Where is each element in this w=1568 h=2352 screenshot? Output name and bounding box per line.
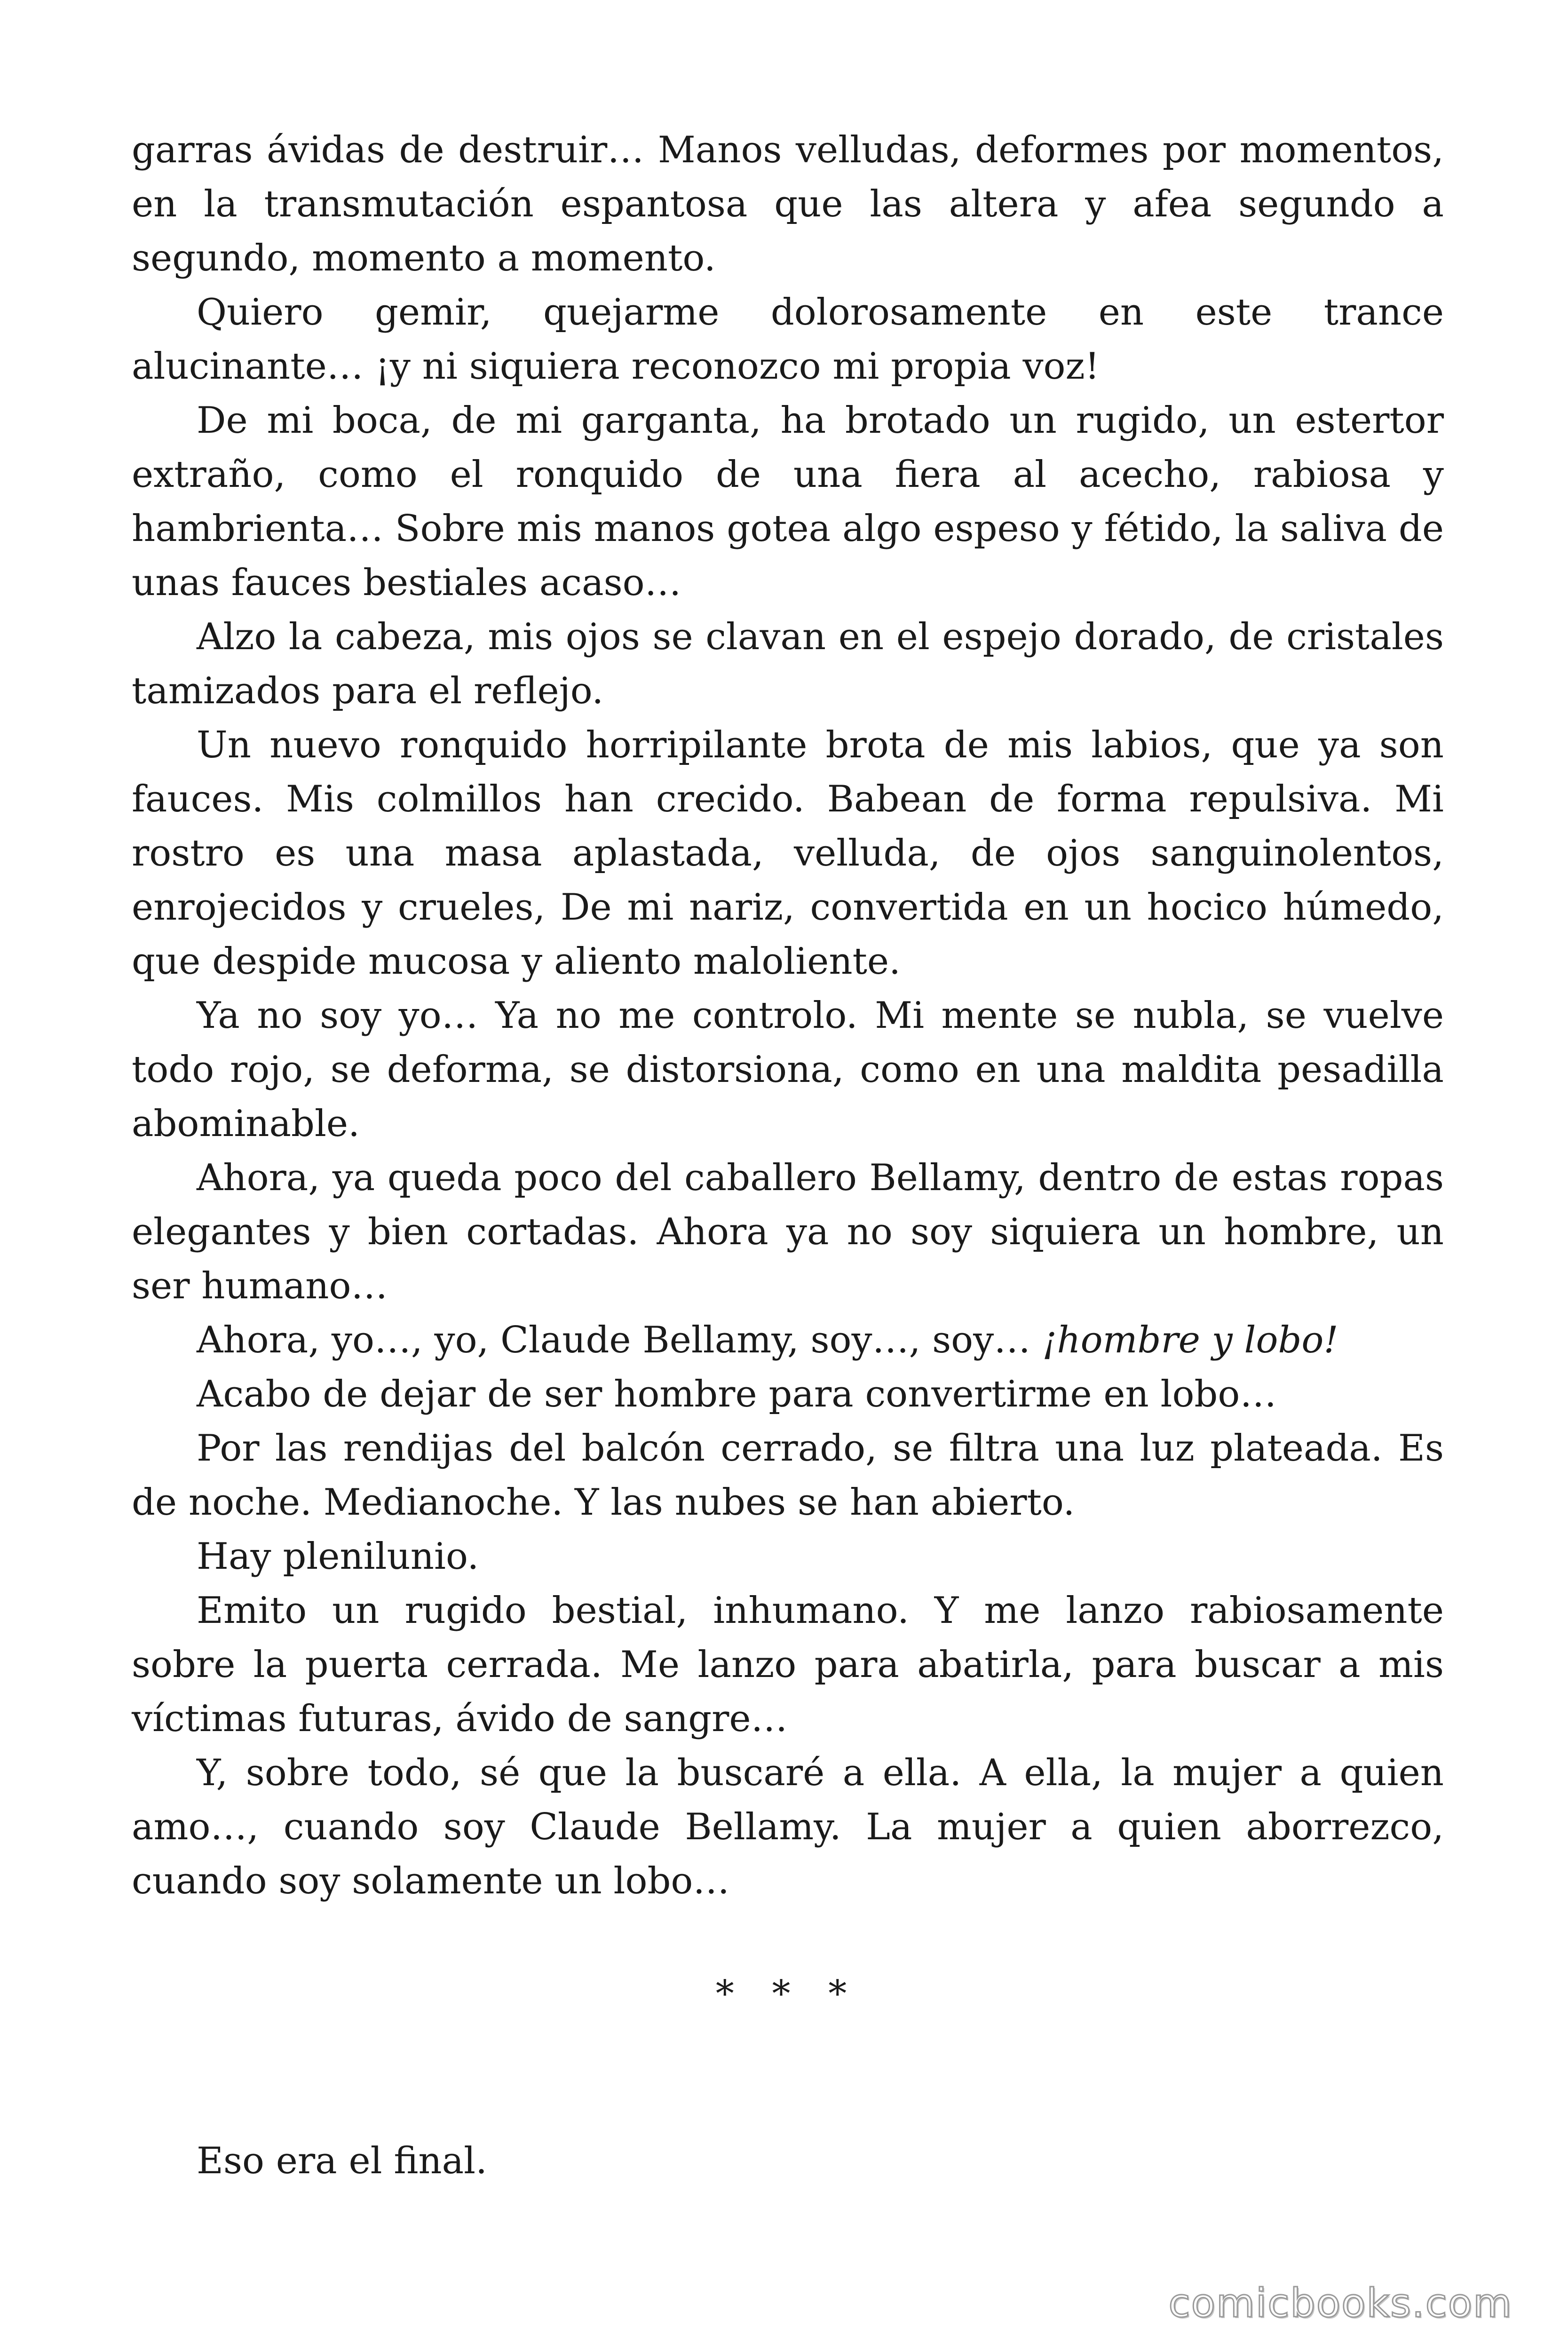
paragraph-8	[132, 1313, 1444, 1367]
paragraph-4: Alzo la cabeza, mis ojos se clavan en el espejo dorado, de cristales tamizados para el reflejo.	[132, 616, 1444, 712]
paragraph-6: Ya no soy yo… Ya no me controlo. Mi mente se nubla, se vuelve todo rojo, se deforma, se distorsiona, como en una maldita pesadilla abominable.	[132, 994, 1444, 1145]
paragraph-11: Hay plenilunio.	[197, 1535, 479, 1578]
ending-line: Eso era el final.	[197, 2140, 487, 2182]
paragraph-7: Ahora, ya queda poco del caballero Bellamy, dentro de estas ropas elegantes y bien cortadas. Ahora ya no soy siquiera un hombre, un ser humano…	[132, 1157, 1444, 1307]
paragraph-2: Quiero gemir, quejarme dolorosamente en este trance alucinante… ¡y ni siquiera reconozco mi propia voz!	[132, 291, 1444, 388]
watermark-logo: comicbooks.com	[1168, 2280, 1513, 2326]
paragraph-5: Un nuevo ronquido horripilante brota de mis labios, que ya son fauces. Mis colmillos han crecido. Babean de forma repulsiva. Mi rostro es una masa aplastada, velluda, de ojos sanguinolentos, enrojecidos y crueles, De mi nariz, convertida en un hocico húmedo, que despide mucosa y aliento maloliente.	[132, 724, 1444, 983]
paragraph-8-italic: ¡hombre y lobo!	[1042, 1319, 1338, 1361]
page-body	[132, 123, 1444, 2188]
paragraph-10: Por las rendijas del balcón cerrado, se filtra una luz plateada. Es de noche. Medianoche. Y las nubes se han abierto.	[132, 1427, 1444, 1524]
paragraph-12: Emito un rugido bestial, inhumano. Y me lanzo rabiosamente sobre la puerta cerrada. Me lanzo para abatirla, para buscar a mis víctimas futuras, ávido de sangre…	[132, 1589, 1444, 1740]
paragraph-9: Acabo de dejar de ser hombre para convertirme en lobo…	[197, 1373, 1277, 1415]
section-separator: * * *	[715, 1973, 860, 2015]
paragraph-8-text: Ahora, yo…, yo, Claude Bellamy, soy…, soy…	[197, 1319, 1042, 1361]
paragraph-13: Y, sobre todo, sé que la buscaré a ella. A ella, la mujer a quien amo…, cuando soy Claude Bellamy. La mujer a quien aborrezco, cuando soy solamente un lobo…	[132, 1752, 1444, 1902]
paragraph-3: De mi boca, de mi garganta, ha brotado un rugido, un estertor extraño, como el ronquido de una fiera al acecho, rabiosa y hambrienta… Sobre mis manos gotea algo espeso y fétido, la saliva de unas fauces bestiales acaso…	[132, 399, 1444, 604]
paragraph-1: garras ávidas de destruir… Manos velludas, deformes por momentos, en la transmutación espantosa que las altera y afea segundo a segundo, momento a momento.	[132, 129, 1444, 279]
